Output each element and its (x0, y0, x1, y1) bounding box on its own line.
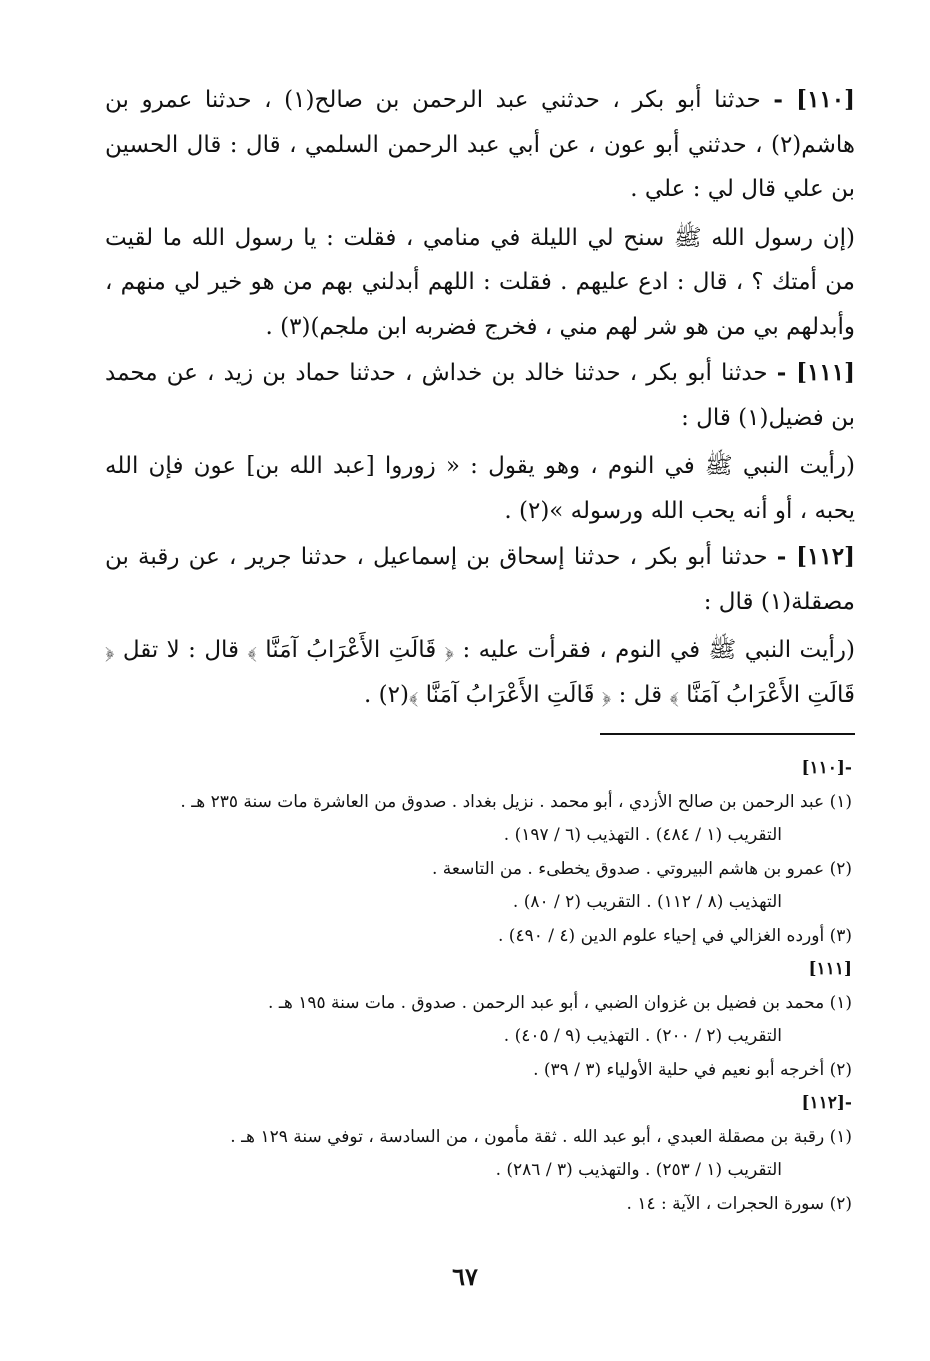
footnote-heading-111: [١١١] (808, 959, 852, 979)
hadith-112 (105, 535, 855, 624)
footnote-110-1-refs: التقريب (١ / ٤٨٤) . التهذيب (٦ / ١٩٧) . (503, 825, 782, 845)
narration-110: (إن رسول الله ﷺ سنح لي الليلة في منامي ، فقلت : يا رسول الله ما لقيت من أمتك ؟ ، قال : ادع عليهم . فقلت : اللهم أبدلني بهم من هو خير لي منهم ، وأبدلهم بي من هو شر لهم مني ، فخرج فضربه ابن ملجم)(٣) . (105, 224, 855, 340)
footnote-112-2: (٢) سورة الحجرات ، الآية : ١٤ . (626, 1193, 852, 1214)
footnote-110-2-refs: التهذيب (٨ / ١١٢) . التقريب (٢ / ٨٠) . (512, 892, 782, 912)
footnote-112-1: (١) رقبة بن مصقلة العبدي ، أبو عبد الله . ثقة مأمون ، من السادسة ، توفي سنة ١٢٩ هـ . (230, 1126, 852, 1147)
hadith-111 (105, 351, 855, 440)
footnote-111-2: (٢) أخرجه أبو نعيم في حلية الأولياء (٣ / ٣٩) . (533, 1059, 852, 1080)
hadith-110 (105, 78, 855, 212)
main-text (105, 78, 855, 719)
hadith-number: [١١١] - (776, 359, 855, 386)
footnote-111-1: (١) محمد بن فضيل بن غزوان الضبي ، أبو عبد الرحمن . صدوق . مات سنة ١٩٥ هـ . (268, 992, 852, 1013)
hadith-text: حدثنا أبو بكر ، حدثنا إسحاق بن إسماعيل ، حدثنا جرير ، عن رقبة بن مصقلة(١) قال : (105, 544, 855, 615)
page-number: ٦٧ (452, 1262, 478, 1291)
footnotes (92, 752, 852, 1221)
hadith-text: حدثنا أبو بكر ، حدثنا خالد بن خداش ، حدثنا حماد بن زيد ، عن محمد بن فضيل(١) قال : (105, 360, 855, 431)
footnote-heading-110: -[١١٠] (801, 758, 852, 778)
narration-111: (رأيت النبي ﷺ في النوم ، وهو يقول : « زوروا [عبد الله بن] عون فإن الله يحبه ، أو أنه يحب الله ورسوله »(٢) . (105, 453, 855, 524)
footnote-110-2: (٢) عمرو بن هاشم البيروتي . صدوق يخطىء . من التاسعة . (431, 858, 852, 879)
narration-112: (رأيت النبي ﷺ في النوم ، فقرأت عليه : ﴿ قَالَتِ الأَعْرَابُ آمَنَّا ﴾ قال : لا تقل ﴿ قَالَتِ الأَعْرَابُ آمَنَّا ﴾ قل : ﴿ قَالَتِ الأَعْرَابُ آمَنَّا ﴾(٢) . (105, 637, 855, 708)
footnote-112-1-refs: التقريب (١ / ٢٥٣) . والتهذيب (٣ / ٢٨٦) . (495, 1160, 782, 1180)
footnote-divider (600, 733, 855, 735)
hadith-number: [١١٢] - (776, 543, 855, 570)
footnote-heading-112: -[١١٢] (801, 1093, 852, 1113)
hadith-text: حدثنا أبو بكر ، حدثني عبد الرحمن بن صالح(١) ، حدثنا عمرو بن هاشم(٢) ، حدثني أبو عون ، عن أبي عبد الرحمن السلمي ، قال : قال الحسين بن علي قال لي : علي . (105, 87, 855, 202)
footnote-110-1: (١) عبد الرحمن بن صالح الأزدي ، أبو محمد . نزيل بغداد . صدوق من العاشرة مات سنة ٢٣٥ هـ . (180, 791, 852, 812)
footnote-110-3: (٣) أورده الغزالي في إحياء علوم الدين (٤ / ٤٩٠) . (497, 925, 852, 946)
footnote-111-1-refs: التقريب (٢ / ٢٠٠) . التهذيب (٩ / ٤٠٥) . (503, 1026, 782, 1046)
hadith-number: [١١٠] - (773, 86, 856, 113)
